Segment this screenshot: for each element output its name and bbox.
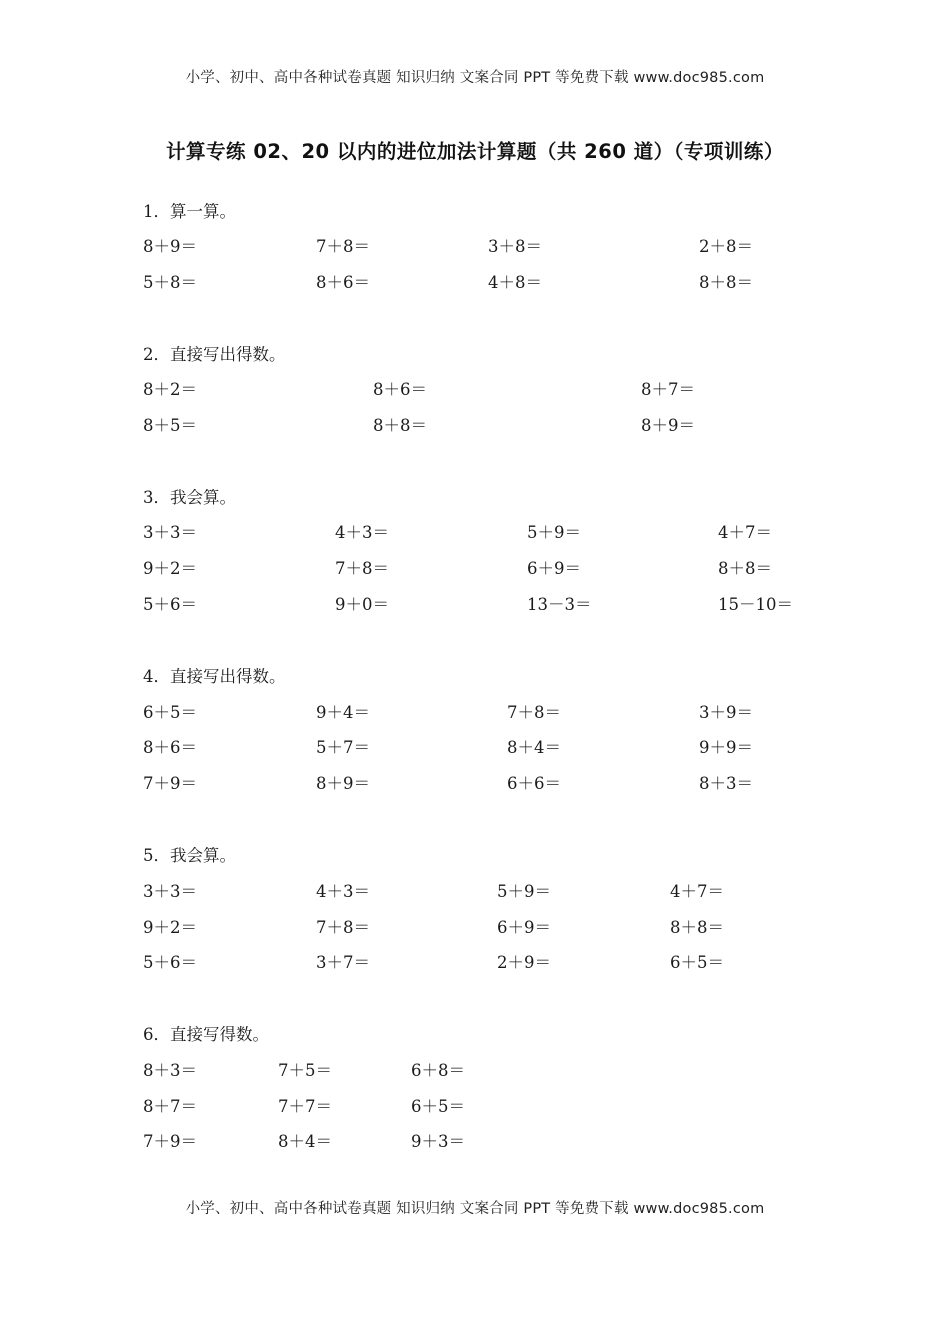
math-problem: 8＋5＝ bbox=[143, 416, 197, 435]
math-problem: 3＋7＝ bbox=[316, 953, 370, 972]
math-problem: 3＋3＝ bbox=[143, 523, 197, 542]
math-problem: 5＋7＝ bbox=[316, 738, 370, 757]
math-problem: 5＋6＝ bbox=[143, 953, 197, 972]
math-problem: 8＋6＝ bbox=[373, 380, 427, 399]
page-footer: 小学、初中、高中各种试卷真题 知识归纳 文案合同 PPT 等免费下载 www.doc985.com bbox=[185, 1201, 765, 1217]
math-problem: 9＋0＝ bbox=[335, 595, 389, 614]
math-problem: 8＋6＝ bbox=[143, 738, 197, 757]
math-problem: 8＋8＝ bbox=[670, 918, 724, 937]
math-problem: 7＋9＝ bbox=[143, 774, 197, 793]
math-problem: 4＋7＝ bbox=[670, 882, 724, 901]
math-problem: 8＋7＝ bbox=[641, 380, 695, 399]
section-title: 4．直接写出得数。 bbox=[143, 667, 286, 686]
section-title: 3．我会算。 bbox=[143, 488, 236, 507]
math-problem: 6＋5＝ bbox=[411, 1097, 465, 1116]
section-title: 5．我会算。 bbox=[143, 846, 236, 865]
math-problem: 7＋8＝ bbox=[316, 237, 370, 256]
math-problem: 8＋4＝ bbox=[278, 1132, 332, 1151]
math-problem: 3＋9＝ bbox=[699, 703, 753, 722]
math-problem: 13－3＝ bbox=[527, 595, 592, 614]
math-problem: 5＋9＝ bbox=[527, 523, 581, 542]
math-problem: 7＋8＝ bbox=[335, 559, 389, 578]
math-problem: 9＋4＝ bbox=[316, 703, 370, 722]
math-problem: 6＋8＝ bbox=[411, 1061, 465, 1080]
math-problem: 4＋3＝ bbox=[316, 882, 370, 901]
math-problem: 4＋8＝ bbox=[488, 273, 542, 292]
math-problem: 4＋3＝ bbox=[335, 523, 389, 542]
page-header: 小学、初中、高中各种试卷真题 知识归纳 文案合同 PPT 等免费下载 www.doc985.com bbox=[185, 70, 765, 86]
math-problem: 5＋8＝ bbox=[143, 273, 197, 292]
math-problem: 2＋9＝ bbox=[497, 953, 551, 972]
math-problem: 8＋8＝ bbox=[699, 273, 753, 292]
math-problem: 8＋3＝ bbox=[143, 1061, 197, 1080]
math-problem: 4＋7＝ bbox=[718, 523, 772, 542]
math-problem: 9＋2＝ bbox=[143, 559, 197, 578]
math-problem: 8＋3＝ bbox=[699, 774, 753, 793]
math-problem: 15－10＝ bbox=[718, 595, 793, 614]
math-problem: 8＋7＝ bbox=[143, 1097, 197, 1116]
math-problem: 8＋9＝ bbox=[143, 237, 197, 256]
math-problem: 8＋8＝ bbox=[373, 416, 427, 435]
math-problem: 7＋8＝ bbox=[507, 703, 561, 722]
math-problem: 3＋3＝ bbox=[143, 882, 197, 901]
math-problem: 9＋2＝ bbox=[143, 918, 197, 937]
math-problem: 6＋9＝ bbox=[497, 918, 551, 937]
math-problem: 8＋9＝ bbox=[316, 774, 370, 793]
math-problem: 7＋8＝ bbox=[316, 918, 370, 937]
math-problem: 7＋7＝ bbox=[278, 1097, 332, 1116]
math-problem: 2＋8＝ bbox=[699, 237, 753, 256]
math-problem: 8＋6＝ bbox=[316, 273, 370, 292]
math-problem: 3＋8＝ bbox=[488, 237, 542, 256]
math-problem: 8＋9＝ bbox=[641, 416, 695, 435]
section-title: 1．算一算。 bbox=[143, 202, 236, 221]
math-problem: 6＋9＝ bbox=[527, 559, 581, 578]
section-title: 6．直接写得数。 bbox=[143, 1025, 269, 1044]
math-problem: 7＋5＝ bbox=[278, 1061, 332, 1080]
math-problem: 6＋5＝ bbox=[143, 703, 197, 722]
page-title: 计算专练 02、20 以内的进位加法计算题（共 260 道）（专项训练） bbox=[166, 140, 784, 163]
math-problem: 9＋3＝ bbox=[411, 1132, 465, 1151]
math-problem: 6＋5＝ bbox=[670, 953, 724, 972]
section-title: 2．直接写出得数。 bbox=[143, 345, 286, 364]
math-problem: 8＋8＝ bbox=[718, 559, 772, 578]
math-problem: 5＋6＝ bbox=[143, 595, 197, 614]
math-problem: 7＋9＝ bbox=[143, 1132, 197, 1151]
math-problem: 8＋2＝ bbox=[143, 380, 197, 399]
math-problem: 6＋6＝ bbox=[507, 774, 561, 793]
math-problem: 5＋9＝ bbox=[497, 882, 551, 901]
math-problem: 9＋9＝ bbox=[699, 738, 753, 757]
math-problem: 8＋4＝ bbox=[507, 738, 561, 757]
